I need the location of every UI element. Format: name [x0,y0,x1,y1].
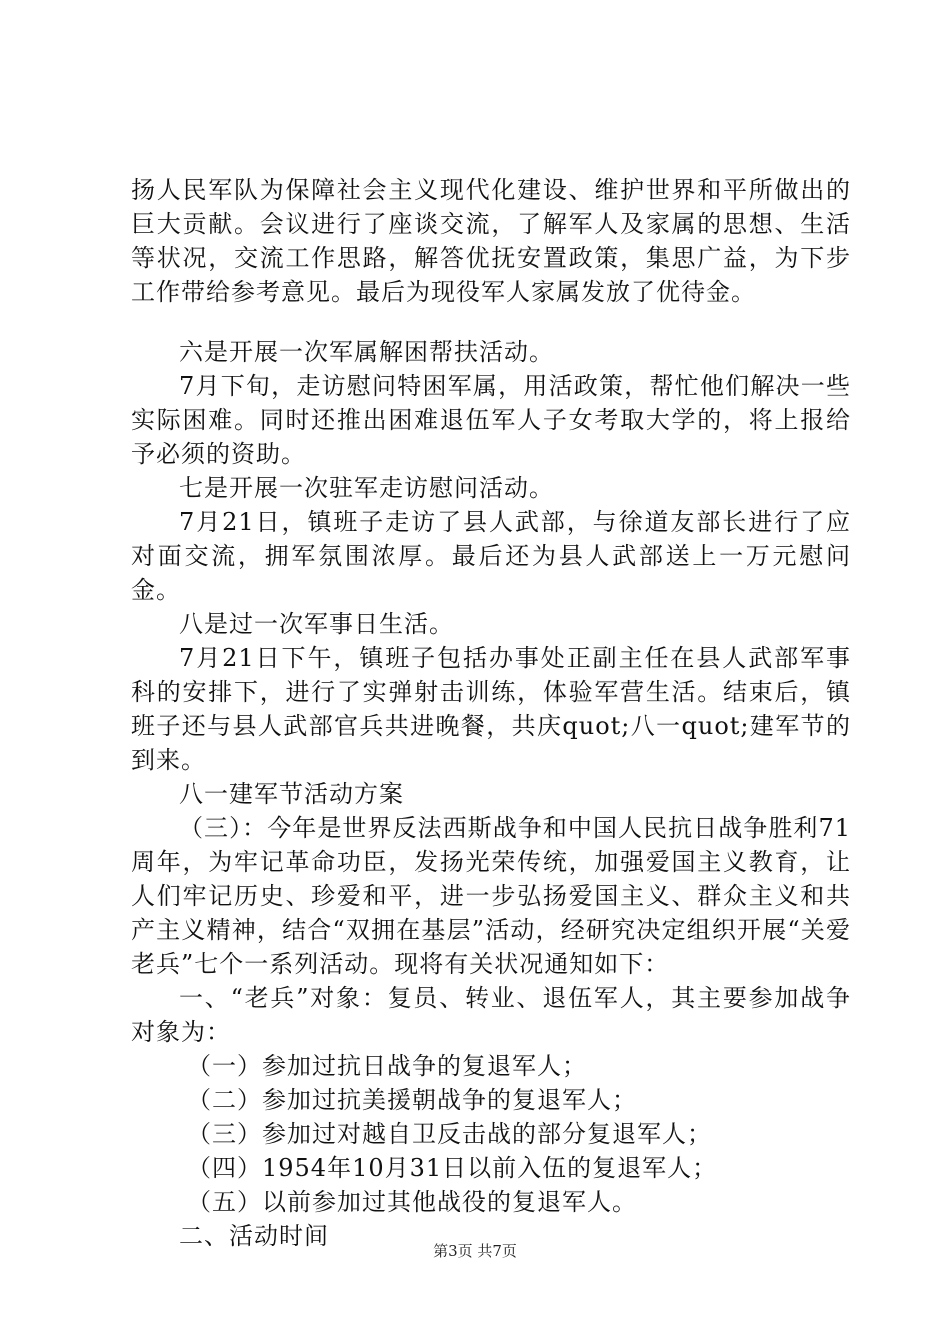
paragraph: 7月21日下午，镇班子包括办事处正副主任在县人武部军事科的安排下，进行了实弹射击训练，体验军营生活。结束后，镇班子还与县人武部官兵共进晚餐，共庆quot;八一quot;建军节的到来。 [131,644,851,774]
section-heading: 二、活动时间 [179,1222,329,1250]
section-heading: 七是开展一次驻军走访慰问活动。 [179,474,554,502]
list-item: （四）1954年10月31日以前入伍的复退军人； [187,1154,718,1182]
list-item: （五）以前参加过其他战役的复退军人。 [187,1188,637,1216]
body-text [131,173,851,1253]
list-item: （三）参加过对越自卫反击战的部分复退军人； [187,1120,712,1148]
section-heading: 八是过一次军事日生活。 [179,610,454,638]
page-footer: 第3页 共7页 [433,1242,517,1260]
document-title: 八一建军节活动方案 [179,780,404,808]
list-item: （一）参加过抗日战争的复退军人； [187,1052,587,1080]
list-item: （二）参加过抗美援朝战争的复退军人； [187,1086,637,1114]
paragraph: 7月下旬，走访慰问特困军属，用活政策，帮忙他们解决一些实际困难。同时还推出困难退伍军人子女考取大学的，将上报给予必须的资助。 [131,372,851,468]
paragraph: 一、“老兵”对象：复员、转业、退伍军人，其主要参加战争对象为： [131,984,851,1046]
paragraph: 7月21日，镇班子走访了县人武部，与徐道友部长进行了应对面交流，拥军氛围浓厚。最后还为县人武部送上一万元慰问金。 [131,508,851,604]
paragraph: 扬人民军队为保障社会主义现代化建设、维护世界和平所做出的巨大贡献。会议进行了座谈交流，了解军人及家属的思想、生活等状况，交流工作思路，解答优抚安置政策，集思广益，为下步工作带给参考意见。最后为现役军人家属发放了优待金。 [131,176,851,306]
paragraph-gap [131,309,851,335]
paragraph: （三）：今年是世界反法西斯战争和中国人民抗日战争胜利71周年，为牢记革命功臣，发扬光荣传统，加强爱国主义教育，让人们牢记历史、珍爱和平，进一步弘扬爱国主义、群众主义和共产主义精神，结合“双拥在基层”活动，经研究决定组织开展“关爱老兵”七个一系列活动。现将有关状况通知如下： [131,814,851,978]
section-heading: 六是开展一次军属解困帮扶活动。 [179,338,554,366]
